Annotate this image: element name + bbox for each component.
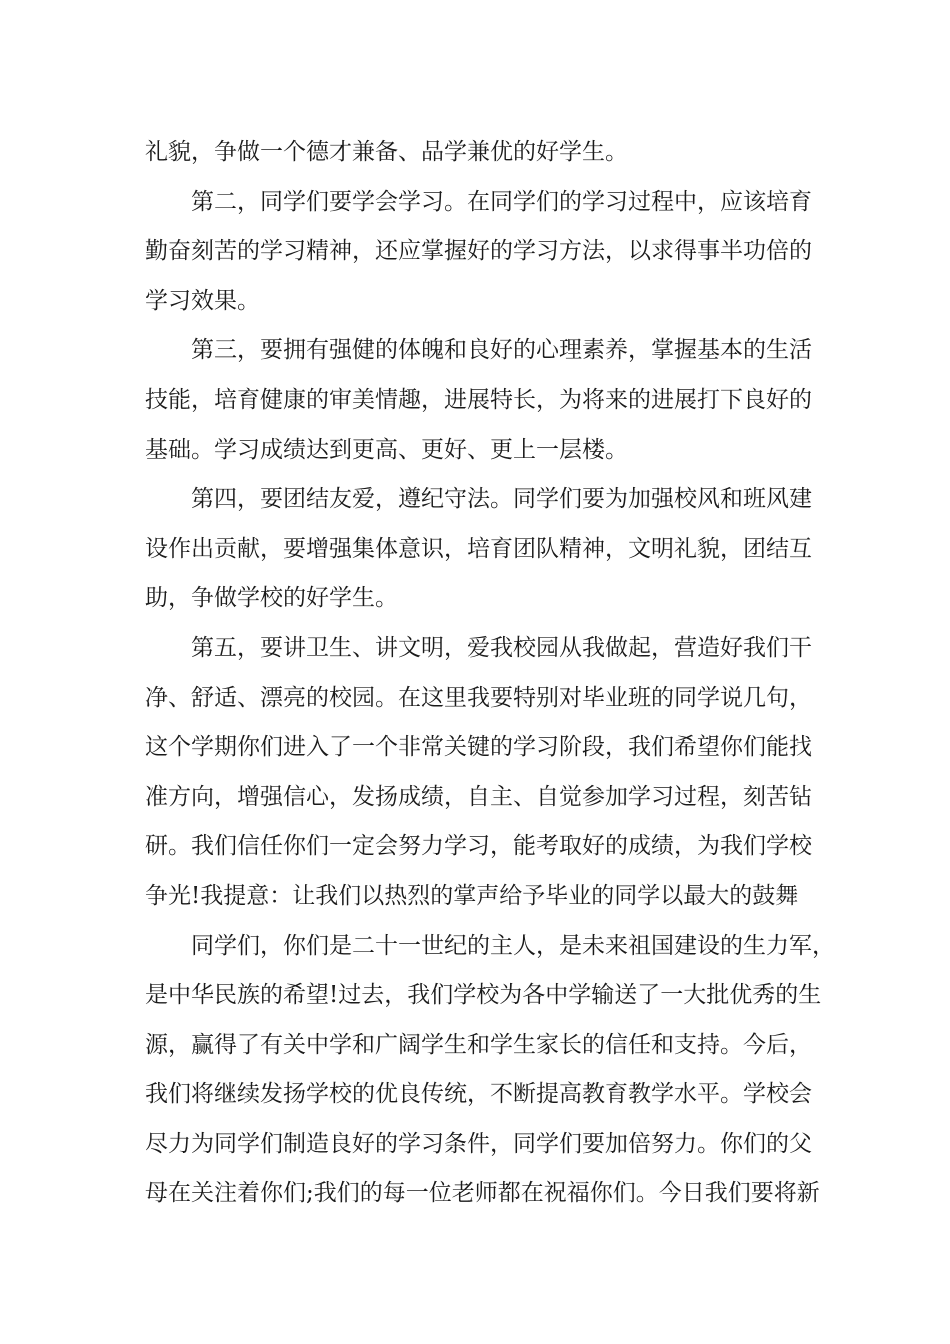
text-line: 基础。学习成绩达到更高、更好、更上一层楼。 [145, 436, 628, 463]
text-line: 设作出贡献，要增强集体意识，培育团队精神，文明礼貌，团结互 [145, 535, 812, 562]
text-line: 研。我们信任你们一定会努力学习，能考取好的成绩，为我们学校 [145, 833, 812, 860]
paragraph-start-line: 同学们，你们是二十一世纪的主人，是未来祖国建设的生力军， [191, 932, 835, 959]
text-line: 尽力为同学们制造良好的学习条件，同学们要加倍努力。你们的父 [145, 1130, 812, 1157]
paragraph-start-line: 第三，要拥有强健的体魄和良好的心理素养，掌握基本的生活 [191, 337, 812, 364]
document-body [145, 128, 835, 1219]
text-line: 技能，培育健康的审美情趣，进展特长，为将来的进展打下良好的 [145, 386, 812, 413]
text-line: 净、舒适、漂亮的校园。在这里我要特别对毕业班的同学说几句， [145, 684, 812, 711]
text-line: 准方向，增强信心，发扬成绩，自主、自觉参加学习过程，刻苦钻 [145, 783, 812, 810]
text-line: 是中华民族的希望!过去，我们学校为各中学输送了一大批优秀的生 [145, 982, 822, 1009]
text-line: 争光!我提意：让我们以热烈的掌声给予毕业的同学以最大的鼓舞 [145, 882, 799, 909]
text-line: 源，赢得了有关中学和广阔学生和学生家长的信任和支持。今后， [145, 1031, 812, 1058]
paragraph-start-line: 第四，要团结友爱，遵纪守法。同学们要为加强校风和班风建 [191, 486, 812, 513]
paragraph-start-line: 第五，要讲卫生、讲文明，爱我校园从我做起，营造好我们干 [191, 634, 812, 661]
text-line: 学习效果。 [145, 287, 260, 314]
paragraph-start-line: 第二，同学们要学会学习。在同学们的学习过程中，应该培育 [191, 188, 812, 215]
text-line: 礼貌，争做一个德才兼备、品学兼优的好学生。 [145, 139, 628, 165]
text-line: 这个学期你们进入了一个非常关键的学习阶段，我们希望你们能找 [145, 734, 812, 761]
text-line: 母在关注着你们;我们的每一位老师都在祝福你们。今日我们要将新 [145, 1180, 820, 1207]
text-line: 我们将继续发扬学校的优良传统，不断提高教育教学水平。学校会 [145, 1081, 812, 1108]
text-line: 勤奋刻苦的学习精神，还应掌握好的学习方法，以求得事半功倍的 [145, 238, 812, 265]
text-line: 助，争做学校的好学生。 [145, 585, 398, 612]
